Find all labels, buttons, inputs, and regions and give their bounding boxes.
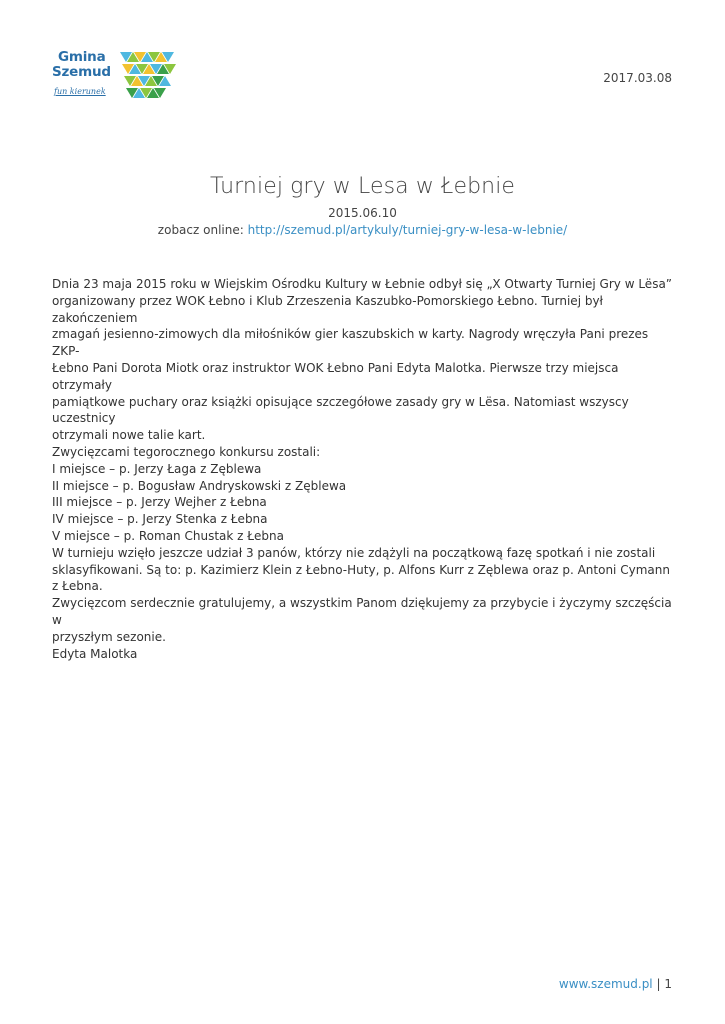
- body-line: I miejsce – p. Jerzy Łaga z Zęblewa: [52, 461, 262, 476]
- online-label: zobacz online:: [157, 223, 244, 237]
- page-footer: [559, 977, 672, 991]
- body-line: III miejsce – p. Jerzy Wejher z Łebna: [52, 495, 267, 510]
- body-line: IV miejsce – p. Jerzy Stenka z Łebna: [52, 512, 268, 527]
- body-line: II miejsce – p. Bogusław Andryskowski z Zęblewa: [52, 478, 347, 493]
- body-line: Dnia 23 maja 2015 roku w Wiejskim Ośrodku Kultury w Łebnie odbył się „X Otwarty Turniej Gry w Lësa”: [52, 277, 673, 291]
- body-line: otrzymali nowe talie kart.: [52, 428, 206, 443]
- body-line: Edyta Malotka: [52, 646, 138, 661]
- print-date: 2017.03.08: [603, 71, 672, 85]
- body-line: pamiątkowe puchary oraz książki opisujące szczegółowe zasady gry w Lësa. Natomiast wszyscy uczestnicy: [52, 394, 629, 426]
- gmina-szemud-logo: [52, 50, 180, 104]
- article-url-link[interactable]: http://szemud.pl/artykuly/turniej-gry-w-lesa-w-lebnie/: [247, 223, 568, 237]
- body-line: Zwycięzcom serdecznie gratulujemy, a wszystkim Panom dziękujemy za przybycie i życzymy szczęścia w: [52, 596, 672, 627]
- body-line: W turnieju wzięło jeszcze udział 3 panów, którzy nie zdążyli na początkową fazę spotkań i nie zostali: [52, 545, 656, 560]
- footer-separator: |: [656, 977, 661, 991]
- body-line: organizowany przez WOK Łebno i Klub Zrzeszenia Kaszubko-Pomorskiego Łebno. Turniej był zakończeniem: [52, 293, 603, 325]
- footer-site-link[interactable]: www.szemud.pl: [558, 977, 653, 991]
- triangles-logo-icon: [118, 50, 176, 102]
- page-number: 1: [664, 977, 672, 991]
- article-title: Turniej gry w Lesa w Łebnie: [209, 174, 516, 199]
- article-date: 2015.06.10: [328, 206, 397, 220]
- body-line: zmagań jesienno-zimowych dla miłośników gier kaszubskich w karty. Nagrody wręczyła Pani prezes ZKP-: [52, 327, 649, 359]
- body-line: z Łebna.: [52, 579, 103, 594]
- logo-line2: Szemud: [52, 64, 111, 80]
- logo-tagline: fun kierunek: [54, 87, 106, 96]
- body-line: V miejsce – p. Roman Chustak z Łebna: [52, 528, 284, 543]
- body-line: sklasyfikowani. Są to: p. Kazimierz Klein z Łebno-Huty, p. Alfons Kurr z Zęblewa oraz p. Antoni Cymann: [52, 562, 670, 577]
- logo-wordmark: [52, 50, 122, 98]
- logo-line1: Gmina: [58, 49, 106, 65]
- body-line: Zwycięzcami tegorocznego konkursu zostali:: [52, 444, 321, 459]
- body-line: Łebno Pani Dorota Miotk oraz instruktor WOK Łebno Pani Edyta Malotka. Pierwsze trzy miejsca otrzymały: [52, 360, 619, 392]
- online-link-row: [0, 223, 725, 237]
- body-line: przyszłym sezonie.: [52, 629, 166, 644]
- article-body: [52, 276, 676, 662]
